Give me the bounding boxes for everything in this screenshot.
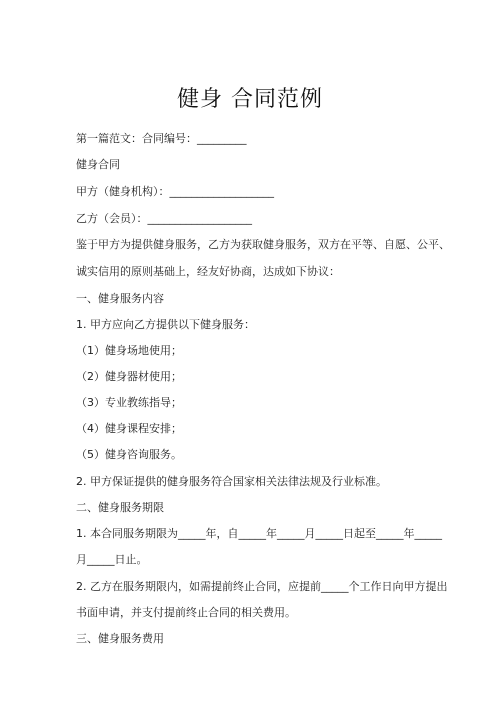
- service-item-4: （4）健身课程安排；: [76, 422, 182, 435]
- service-item-1: （1）健身场地使用；: [76, 344, 182, 357]
- service-item-2: （2）健身器材使用；: [76, 370, 182, 383]
- section-1-heading: 一、健身服务内容: [76, 292, 164, 305]
- party-a-line: 甲方（健身机构）：___________________: [76, 185, 274, 198]
- contract-heading: 健身合同: [76, 158, 120, 171]
- preamble-line-1: 鉴于甲方为提供健身服务，乙方为获取健身服务，双方在平等、自愿、公平、: [76, 238, 450, 251]
- clause-2-2-line-2: 书面申请，并支付提前终止合同的相关费用。: [76, 606, 296, 619]
- preamble-line-2: 诚实信用的原则基础上，经友好协商，达成如下协议：: [76, 265, 340, 278]
- party-b-line: 乙方（会员）：___________________: [76, 212, 252, 225]
- contract-number-line: 第一篇范文：合同编号：_________: [76, 132, 247, 145]
- section-2-heading: 二、健身服务期限: [76, 501, 164, 514]
- clause-1-2: 2. 甲方保证提供的健身服务符合国家相关法律法规及行业标准。: [76, 475, 387, 488]
- clause-2-1-line-2: 月_____日止。: [76, 553, 148, 566]
- clause-1-1: 1. 甲方应向乙方提供以下健身服务：: [76, 318, 255, 331]
- clause-2-2-line-1: 2. 乙方在服务期限内，如需提前终止合同，应提前_____个工作日向甲方提出: [76, 580, 448, 593]
- service-item-5: （5）健身咨询服务。: [76, 448, 182, 461]
- section-3-heading: 三、健身服务费用: [76, 632, 164, 645]
- service-item-3: （3）专业教练指导；: [76, 396, 182, 409]
- clause-2-1-line-1: 1. 本合同服务期限为_____年，自_____年_____月_____日起至_____年_____: [76, 527, 442, 540]
- document-title: 健身 合同范例: [177, 87, 323, 112]
